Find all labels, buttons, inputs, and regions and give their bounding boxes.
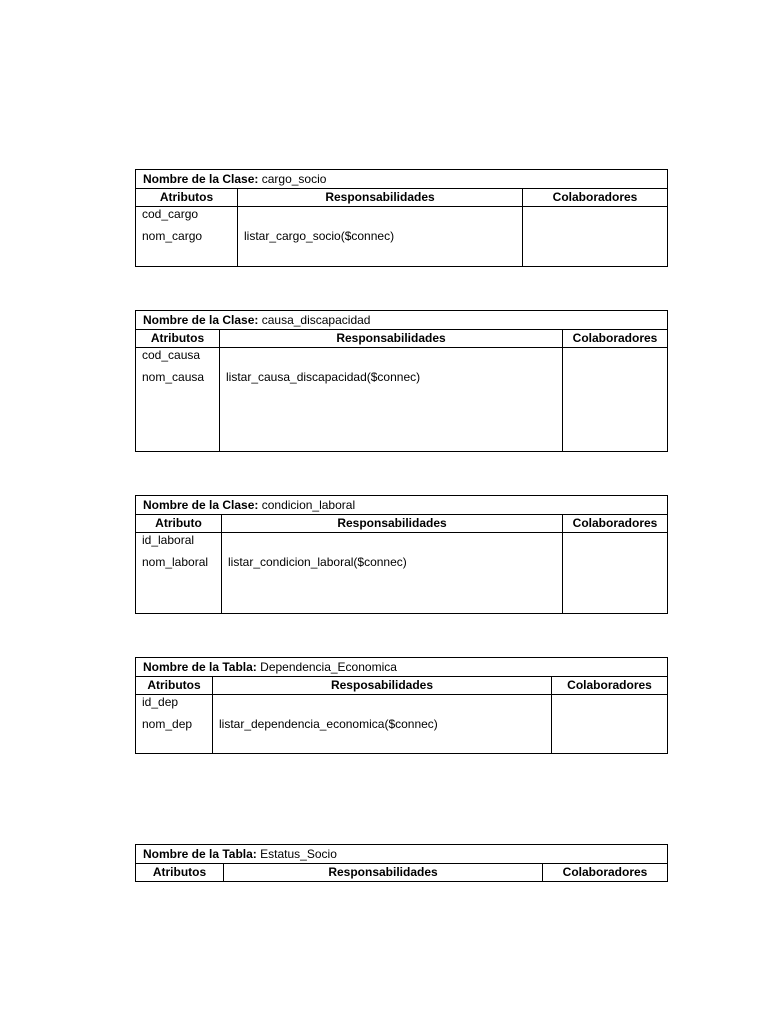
responsibilities-header: Resposabilidades (212, 677, 551, 694)
card-title-label: Nombre de la Clase: (143, 172, 259, 186)
attributes-header: Atributos (150, 331, 205, 345)
responsibility-cell: listar_condicion_laboral($connec) (221, 533, 562, 613)
collaborators-header: Colaboradores (562, 515, 667, 532)
attribute-item: nom_dep (142, 717, 193, 731)
responsibilities-header: Responsabilidades (223, 864, 542, 881)
attributes-cell (136, 348, 219, 451)
attributes-cell (136, 533, 221, 613)
attribute-item: nom_cargo (142, 229, 203, 243)
attributes-header: Atributos (147, 678, 201, 692)
card-header-row (136, 330, 667, 348)
card-title (136, 496, 667, 515)
collaborators-header: Colaboradores (562, 330, 667, 347)
attribute-item: nom_laboral (142, 555, 209, 569)
card-title-label: Nombre de la Tabla: (143, 660, 257, 674)
card-title-label: Nombre de la Clase: (143, 498, 259, 512)
card-title (136, 170, 667, 189)
collaborators-cell (562, 533, 667, 613)
card-title-value: cargo_socio (261, 172, 327, 186)
collaborators-cell (551, 695, 667, 753)
responsibilities-header: Responsabilidades (219, 330, 562, 347)
responsibility-cell: listar_dependencia_economica($connec) (212, 695, 551, 753)
responsibility-cell: listar_causa_discapacidad($connec) (219, 348, 562, 451)
card-title-value: Estatus_Socio (260, 847, 337, 861)
collaborators-header: Colaboradores (551, 677, 667, 694)
collaborators-header: Colaboradores (542, 864, 667, 881)
crc-card-dependencia-economica (135, 657, 668, 754)
card-header-row (136, 189, 667, 207)
collaborators-cell (562, 348, 667, 451)
responsibilities-header: Responsabilidades (237, 189, 522, 206)
collaborators-header: Colaboradores (522, 189, 667, 206)
card-title-value: condicion_laboral (261, 498, 356, 512)
card-body (136, 207, 667, 266)
card-title-value: causa_discapacidad (261, 313, 371, 327)
card-body (136, 348, 667, 451)
attribute-item: cod_causa (142, 348, 201, 362)
attributes-cell (136, 207, 237, 266)
crc-card-causa-discapacidad (135, 310, 668, 452)
card-body (136, 695, 667, 753)
attributes-header: Atributo (155, 516, 202, 530)
card-title (136, 658, 667, 677)
card-header-row (136, 864, 667, 881)
card-title (136, 311, 667, 330)
card-header-row (136, 677, 667, 695)
attribute-item: id_dep (142, 695, 179, 709)
responsibility-cell: listar_cargo_socio($connec) (237, 207, 522, 266)
collaborators-cell (522, 207, 667, 266)
attribute-item: id_laboral (142, 533, 195, 547)
crc-card-condicion-laboral (135, 495, 668, 614)
card-header-row (136, 515, 667, 533)
responsibilities-header: Responsabilidades (221, 515, 562, 532)
card-title-label: Nombre de la Clase: (143, 313, 259, 327)
attribute-item: nom_causa (142, 370, 205, 384)
attribute-item: cod_cargo (142, 207, 199, 221)
card-title-value: Dependencia_Economica (260, 660, 397, 674)
attributes-header: Atributos (152, 865, 207, 879)
attributes-header: Atributos (159, 190, 214, 204)
crc-card-cargo-socio (135, 169, 668, 267)
card-body (136, 533, 667, 613)
card-title (136, 845, 667, 864)
attributes-cell (136, 695, 212, 753)
crc-card-estatus-socio (135, 844, 668, 882)
card-title-label: Nombre de la Tabla: (143, 847, 257, 861)
